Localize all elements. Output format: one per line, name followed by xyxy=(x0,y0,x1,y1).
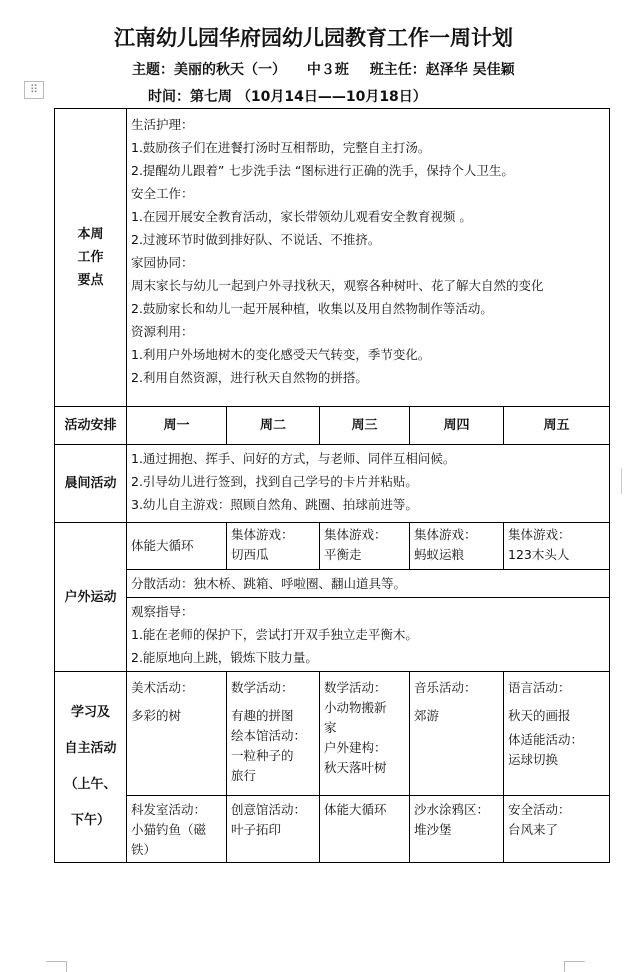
teachers-text: 班主任：赵泽华 吴佳颖 xyxy=(369,62,515,78)
list-item: 1.鼓励孩子们在进餐打汤时互相帮助，完整自主打汤。 xyxy=(131,140,431,155)
outdoor-game-cell: 集体游戏： 平衡走 xyxy=(320,523,410,570)
weekly-plan-table xyxy=(54,108,610,863)
day-header: 周三 xyxy=(320,407,410,445)
list-item: 2.能原地向上跳，锻炼下肢力量。 xyxy=(131,650,318,665)
schedule-header-row xyxy=(55,407,610,445)
list-item: 2.鼓励家长和幼儿一起开展种植，收集以及用自然物制作等活动。 xyxy=(131,301,493,316)
schedule-label: 活动安排 xyxy=(55,407,127,445)
theme-text: 主题：美丽的秋天（一） xyxy=(132,62,286,78)
day-header: 周四 xyxy=(410,407,504,445)
learning-row-1 xyxy=(55,672,610,796)
outdoor-game-cell: 集体游戏： 123木头人 xyxy=(504,523,610,570)
day-header: 周二 xyxy=(227,407,320,445)
list-item: 观察指导： xyxy=(131,604,194,619)
learning-cell: 数学活动： 有趣的拼图 绘本馆活动： 一粒种子的 旅行 xyxy=(227,672,320,796)
learning-cell: 创意馆活动： 叶子拓印 xyxy=(227,796,320,863)
list-item: 安全工作： xyxy=(131,186,194,201)
outdoor-scattered: 分散活动：独木桥、跳箱、呼啦圈、翻山道具等。 xyxy=(127,570,610,598)
table-move-handle-icon[interactable]: ⠿ xyxy=(24,81,44,99)
day-header: 周一 xyxy=(127,407,227,445)
learning-cell: 音乐活动： 郊游 xyxy=(410,672,504,796)
learning-cell: 语言活动： 秋天的画报 体适能活动： 运球切换 xyxy=(504,672,610,796)
observation-row xyxy=(55,598,610,672)
page-title: 江南幼儿园华府园幼儿园教育工作一周计划 xyxy=(114,25,513,50)
learning-cell: 科发室活动： 小猫钓鱼（磁 铁） xyxy=(127,796,227,863)
page-corner-mark xyxy=(564,961,585,972)
outdoor-game-cell: 集体游戏： 切西瓜 xyxy=(227,523,320,570)
subtitle xyxy=(132,59,515,79)
list-item: 1.利用户外场地树木的变化感受天气转变，季节变化。 xyxy=(131,347,431,362)
key-points-row xyxy=(55,109,610,407)
list-item: 家园协同： xyxy=(131,255,194,270)
outdoor-game-cell: 体能大循环 xyxy=(127,523,227,570)
list-item: 资源利用： xyxy=(131,324,194,339)
key-points-content xyxy=(127,109,610,407)
list-item: 2.过渡环节时做到排好队、不说话、不推挤。 xyxy=(131,232,381,247)
list-item: 3.幼儿自主游戏：照顾自然角、跳圈、拍球前进等。 xyxy=(131,497,418,512)
learning-cell: 体能大循环 xyxy=(320,796,410,863)
outdoor-scattered-row xyxy=(55,570,610,598)
day-header: 周五 xyxy=(504,407,610,445)
morning-label: 晨间活动 xyxy=(55,445,127,523)
class-name: 中３班 xyxy=(306,62,349,78)
list-item: 1.能在老师的保护下，尝试打开双手独立走平衡木。 xyxy=(131,627,418,642)
page-corner-mark xyxy=(46,961,67,972)
list-item: 2.引导幼儿进行签到，找到自己学号的卡片并粘贴。 xyxy=(131,474,418,489)
list-item: 2.提醒幼儿跟着” 七步洗手法 “图标进行正确的洗手，保持个人卫生。 xyxy=(131,163,514,178)
list-item: 生活护理： xyxy=(131,117,194,132)
morning-row xyxy=(55,445,610,523)
observation-content xyxy=(127,598,610,672)
morning-content xyxy=(127,445,610,523)
list-item: 1.通过拥抱、挥手、问好的方式，与老师、同伴互相问候。 xyxy=(131,451,456,466)
outdoor-games-row xyxy=(55,523,610,570)
learning-row-2 xyxy=(55,796,610,863)
learning-label: 学习及 自主活动 （上午、 下午） xyxy=(55,672,127,863)
list-item: 周末家长与幼儿一起到户外寻找秋天，观察各种树叶、花了解大自然的变化 xyxy=(131,278,544,293)
scroll-marker xyxy=(621,468,626,494)
key-points-label: 本周 工作 要点 xyxy=(55,109,127,407)
learning-cell: 安全活动： 台风来了 xyxy=(504,796,610,863)
period-text: 时间：第七周 （10月14日——10月18日） xyxy=(148,89,427,105)
learning-cell: 沙水涂鸦区： 堆沙堡 xyxy=(410,796,504,863)
list-item: 1.在园开展安全教育活动，家长带领幼儿观看安全教育视频 。 xyxy=(131,209,472,224)
outdoor-label: 户外运动 xyxy=(55,523,127,672)
learning-cell: 美术活动： 多彩的树 xyxy=(127,672,227,796)
learning-cell: 数学活动： 小动物搬新 家 户外建构： 秋天落叶树 xyxy=(320,672,410,796)
list-item: 2.利用自然资源，进行秋天自然物的拼搭。 xyxy=(131,370,368,385)
outdoor-game-cell: 集体游戏： 蚂蚁运粮 xyxy=(410,523,504,570)
